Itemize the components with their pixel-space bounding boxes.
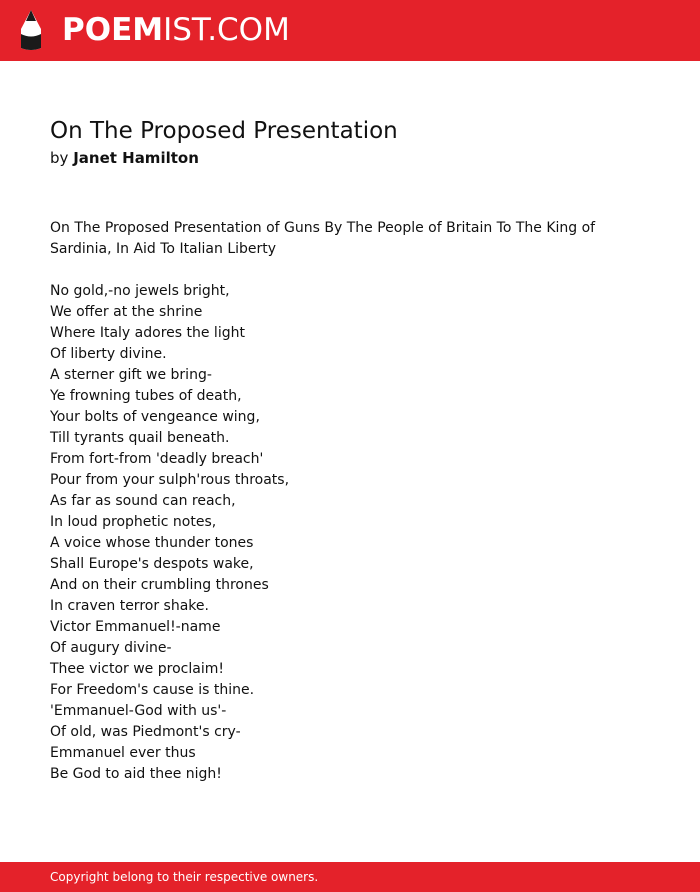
poem-line: Ye frowning tubes of death, (50, 388, 242, 404)
poem-line: In loud prophetic notes, (50, 514, 217, 530)
copyright-notice: Copyright belong to their respective owners. (50, 870, 319, 884)
poem-line: Of augury divine- (50, 640, 172, 656)
poem-line: Victor Emmanuel!-name (50, 619, 221, 635)
site-header (0, 0, 700, 61)
poem-line: From fort-from 'deadly breach' (50, 451, 264, 467)
poem-line: A voice whose thunder tones (50, 535, 254, 551)
site-footer (0, 862, 700, 892)
poem-line: Your bolts of vengeance wing, (50, 409, 260, 425)
poem-line: For Freedom's cause is thine. (50, 682, 255, 698)
poem-line: In craven terror shake. (50, 598, 209, 614)
poem-line: Of liberty divine. (50, 346, 167, 362)
poem-line: A sterner gift we bring- (50, 367, 212, 383)
poem-line: Where Italy adores the light (50, 325, 245, 341)
poem-body (50, 281, 650, 785)
poem-line: We offer at the shrine (50, 304, 203, 320)
poem-line: Be God to aid thee nigh! (50, 766, 222, 782)
logo-light-text: IST.COM (163, 12, 290, 48)
poem-line: No gold,-no jewels bright, (50, 283, 230, 299)
poem-line: Thee victor we proclaim! (50, 661, 224, 677)
byline (50, 147, 650, 169)
poem-line: Till tyrants quail beneath. (50, 430, 230, 446)
poem-line: Of old, was Piedmont's cry- (50, 724, 241, 740)
poem-content (50, 116, 650, 785)
site-logo[interactable] (62, 12, 290, 48)
author-name: Janet Hamilton (73, 149, 199, 167)
logo-bold-text: POEM (62, 12, 164, 48)
poem-subtitle: On The Proposed Presentation of Guns By The People of Britain To The King of Sardinia, In Aid To Italian Liberty (50, 220, 596, 257)
by-label: by (50, 149, 69, 167)
poem-line: 'Emmanuel-God with us'- (50, 703, 227, 719)
poem-line: As far as sound can reach, (50, 493, 236, 509)
poem-title: On The Proposed Presentation (50, 118, 398, 144)
poem-line: Pour from your sulph'rous throats, (50, 472, 290, 488)
pen-nib-icon[interactable] (18, 9, 44, 51)
poem-line: And on their crumbling thrones (50, 577, 269, 593)
poem-line: Shall Europe's despots wake, (50, 556, 254, 572)
poem-line: Emmanuel ever thus (50, 745, 196, 761)
